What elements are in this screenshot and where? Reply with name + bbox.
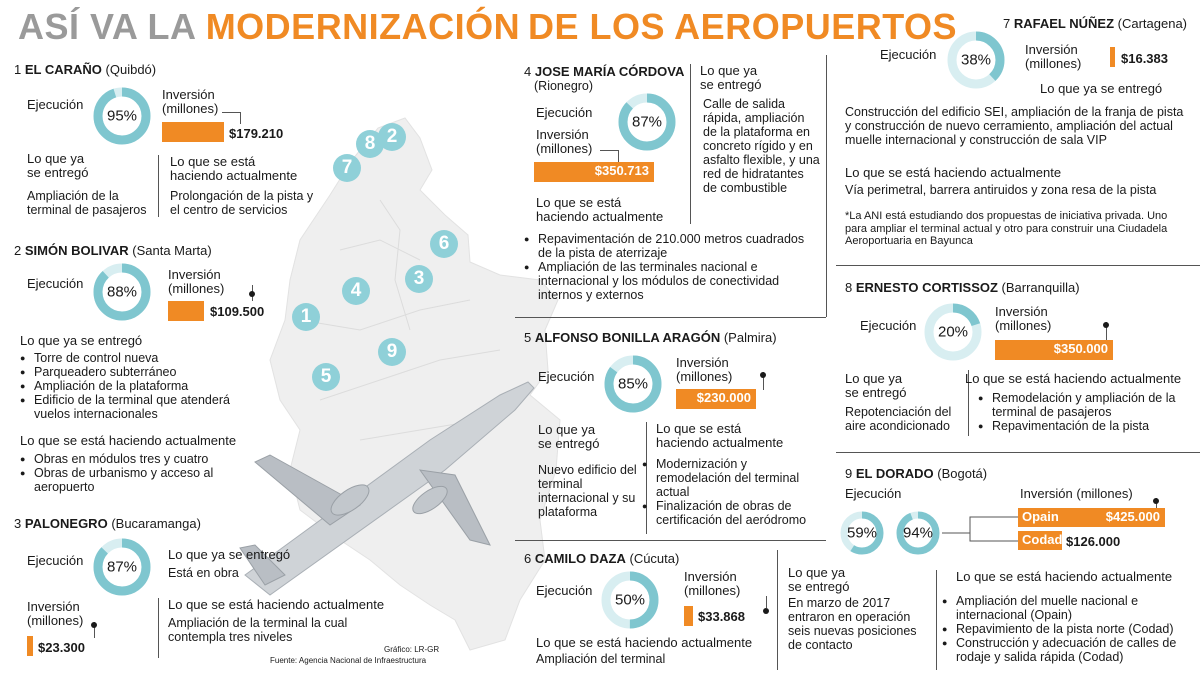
airport-4-header: 4 JOSE MARÍA CÓRDOVA xyxy=(524,64,685,79)
airport-5-header: 5 ALFONSO BONILLA ARAGÓN (Palmira) xyxy=(524,330,777,345)
airport-9-investment-label: Inversión (millones) xyxy=(1020,486,1133,501)
list-item: ● Ampliación de las terminales nacional e internacional y los módulos de conectividad internos y externos xyxy=(524,260,809,302)
page-title xyxy=(18,6,520,48)
airport-8-in-progress-list xyxy=(978,391,1193,433)
airport-2-execution-label: Ejecución xyxy=(27,276,84,291)
airport-5-donut xyxy=(603,354,663,414)
airport-9-in-progress-label: Lo que se está haciendo actualmente xyxy=(956,569,1173,584)
donut-percent-label: 20% xyxy=(937,323,969,341)
credit-grafico: Gráfico: LR-GR xyxy=(384,645,440,654)
map-marker-7: 7 xyxy=(333,154,361,182)
airport-2-investment-label: Inversión (millones) xyxy=(168,267,225,296)
map-marker-5: 5 xyxy=(312,363,340,391)
airport-1-investment-bar xyxy=(162,122,224,142)
airport-5-investment-label: Inversión (millones) xyxy=(676,355,733,384)
airport-6-delivered-label: Lo que ya se entregó xyxy=(788,565,850,594)
airport-6-delivered-text: En marzo de 2017 entraron en operación seis nuevas posiciones de contacto xyxy=(788,596,917,652)
airport-7-in-progress-text: Vía perimetral, barrera antiruidos y zona resa de la pista xyxy=(845,183,1157,197)
airport-2-delivered-label: Lo que ya se entregó xyxy=(20,333,143,348)
airport-2-investment-bar xyxy=(168,301,204,321)
airport-1-execution-label: Ejecución xyxy=(27,97,84,112)
list-item: ● Finalización de obras de certificación del aeródromo xyxy=(642,499,822,527)
list-item: ● Ampliación del muelle nacional e internacional (Opain) xyxy=(942,594,1197,622)
airport-7-delivered-label: Lo que ya se entregó xyxy=(1040,81,1163,96)
airport-6-investment-value: $33.868 xyxy=(698,609,745,624)
airport-7-donut xyxy=(946,30,1006,90)
airport-9-header: 9 EL DORADO (Bogotá) xyxy=(845,466,988,481)
donut-percent-label: 87% xyxy=(106,558,138,576)
airport-2-delivered-list xyxy=(20,351,260,421)
airport-6-header: 6 CAMILO DAZA (Cúcuta) xyxy=(524,551,680,566)
airport-1-investment-label: Inversión (millones) xyxy=(162,87,219,116)
airport-5-execution-label: Ejecución xyxy=(538,369,595,384)
airport-4-delivered-label: Lo que ya se entregó xyxy=(700,63,762,92)
airport-3-donut xyxy=(92,537,152,597)
airport-8-delivered-label: Lo que ya se entregó xyxy=(845,371,907,400)
airport-1-header: 1 EL CARAÑO (Quibdó) xyxy=(14,62,157,77)
list-item: ● Edificio de la terminal que atenderá vuelos internacionales xyxy=(20,393,260,421)
airport-4-in-progress-label: Lo que se está haciendo actualmente xyxy=(536,195,664,224)
opain-investment: $425.000 xyxy=(1105,509,1160,524)
airport-6-investment-label: Inversión (millones) xyxy=(684,569,741,598)
map-marker-3: 3 xyxy=(405,265,433,293)
list-item: ● Remodelación y ampliación de la terminal de pasajeros xyxy=(978,391,1193,419)
map-marker-1: 1 xyxy=(292,303,320,331)
airport-9-connector-lines xyxy=(940,500,1020,550)
list-item: ● Obras de urbanismo y acceso al aeropuerto xyxy=(20,466,240,494)
codad-name: Codad xyxy=(1022,532,1063,547)
airport-4-investment-bar: $350.713 xyxy=(534,162,654,182)
airport-6-in-progress-label: Lo que se está haciendo actualmente xyxy=(536,635,753,650)
list-item: ● Repavimentación de la pista xyxy=(978,419,1193,433)
airport-1-investment-value: $179.210 xyxy=(229,126,284,141)
codad-investment: $126.000 xyxy=(1066,534,1121,549)
airport-6-execution-label: Ejecución xyxy=(536,583,593,598)
airport-5-delivered-text: Nuevo edificio del terminal internacional y su plataforma xyxy=(538,463,637,519)
airport-2-investment-value: $109.500 xyxy=(210,304,265,319)
airport-9-in-progress-list xyxy=(942,594,1197,664)
title-part-2: MODERNIZACIÓN xyxy=(205,6,521,47)
list-item: ● Parqueadero subterráneo xyxy=(20,365,260,379)
airport-5-in-progress-list xyxy=(642,457,822,527)
airport-7-investment-label: Inversión (millones) xyxy=(1025,42,1082,71)
airport-2-header: 2 SIMÓN BOLIVAR (Santa Marta) xyxy=(14,243,212,258)
airport-9-donut-codad xyxy=(894,509,942,557)
donut-percent-label: 95% xyxy=(106,107,138,125)
donut-percent-label: 38% xyxy=(960,51,992,69)
title-part-1: ASÍ VA LA xyxy=(18,6,196,47)
list-item: ● Construcción y adecuación de calles de rodaje y salida rápida (Codad) xyxy=(942,636,1197,664)
airport-7-delivered-text: Construcción del edificio SEI, ampliación de la franja de pista y construcción de nuevo cerramiento, ampliación del actual muelle internacional y construcción de sala VIP xyxy=(845,105,1184,147)
airport-3-investment-value: $23.300 xyxy=(38,640,85,655)
airport-8-donut xyxy=(923,302,983,362)
airport-8-header: 8 ERNESTO CORTISSOZ (Barranquilla) xyxy=(845,280,1080,295)
airport-4-in-progress-list xyxy=(524,232,809,302)
airport-6-in-progress-text: Ampliación del terminal xyxy=(536,652,666,666)
airport-3-delivered-text: Está en obra xyxy=(168,566,239,580)
airport-7-note: *La ANI está estudiando dos propuestas de iniciativa privada. Uno para ampliar el terminal actual y otro para construir una Ciudadela Aeroportuaria en Bayunca xyxy=(845,210,1168,247)
airport-7-investment-value: $16.383 xyxy=(1121,51,1168,66)
airport-8-investment-bar: $350.000 xyxy=(995,340,1113,360)
airport-6-investment-bar xyxy=(684,606,693,626)
airport-4-donut xyxy=(617,92,677,152)
donut-percent-label: 88% xyxy=(106,283,138,301)
airport-3-delivered-label: Lo que ya se entregó xyxy=(168,547,291,562)
list-item: ● Modernización y remodelación del terminal actual xyxy=(642,457,822,499)
airport-5-delivered-label: Lo que ya se entregó xyxy=(538,422,600,451)
airport-4-execution-label: Ejecución xyxy=(536,105,593,120)
airport-4-city: (Rionegro) xyxy=(534,79,594,93)
airport-1-in-progress-label: Lo que se está haciendo actualmente xyxy=(170,154,298,183)
list-item: ● Repavimentación de 210.000 metros cuadrados de la pista de aterrizaje xyxy=(524,232,809,260)
donut-percent-label: 50% xyxy=(614,591,646,609)
airport-8-investment-label: Inversión (millones) xyxy=(995,304,1052,333)
airport-3-header: 3 PALONEGRO (Bucaramanga) xyxy=(14,516,201,531)
airport-2-in-progress-label: Lo que se está haciendo actualmente xyxy=(20,433,237,448)
list-item: ● Ampliación de la plataforma xyxy=(20,379,260,393)
airport-9-opain-bar xyxy=(1018,508,1165,527)
airport-2-in-progress-list xyxy=(20,452,240,494)
donut-percent-label: 85% xyxy=(617,375,649,393)
airport-7-in-progress-label: Lo que se está haciendo actualmente xyxy=(845,165,1062,180)
airport-9-codad-bar xyxy=(1018,531,1062,550)
map-marker-2: 2 xyxy=(378,123,406,151)
airport-2-donut xyxy=(92,262,152,322)
list-item: ● Obras en módulos tres y cuatro xyxy=(20,452,240,466)
map-marker-4: 4 xyxy=(342,277,370,305)
airport-3-in-progress-label: Lo que se está haciendo actualmente xyxy=(168,597,385,612)
title-part-3: DE LOS AEROPUERTOS xyxy=(528,6,958,47)
airport-9-donut-opain xyxy=(838,509,886,557)
list-item: ● Torre de control nueva xyxy=(20,351,260,365)
map-marker-6: 6 xyxy=(430,230,458,258)
airport-7-execution-label: Ejecución xyxy=(880,47,937,62)
airport-5-investment-bar: $230.000 xyxy=(676,389,756,409)
donut-percent-label: 94% xyxy=(902,524,934,542)
map-marker-8: 8 xyxy=(356,130,384,158)
airport-7-investment-bar xyxy=(1110,47,1115,67)
airport-5-in-progress-label: Lo que se está haciendo actualmente xyxy=(656,421,784,450)
donut-percent-label: 59% xyxy=(846,524,878,542)
airport-1-donut xyxy=(92,86,152,146)
airport-1-delivered-text: Ampliación de la terminal de pasajeros xyxy=(27,189,147,217)
donut-percent-label: 87% xyxy=(631,113,663,131)
airport-9-execution-label: Ejecución xyxy=(845,486,902,501)
airport-4-investment-label: Inversión (millones) xyxy=(536,127,593,156)
airport-6-donut xyxy=(600,570,660,630)
map-marker-9: 9 xyxy=(378,338,406,366)
airport-3-in-progress-text: Ampliación de la terminal la cual contempla tres niveles xyxy=(168,616,348,644)
airport-4-delivered-text: Calle de salida rápida, ampliación de la plataforma en concreto rígido y en asfalto flexible, y una red de hidratantes de combustible xyxy=(703,97,820,195)
airport-1-delivered-label: Lo que ya se entregó xyxy=(27,151,89,180)
opain-name: Opain xyxy=(1022,509,1059,524)
airport-3-investment-bar xyxy=(27,636,33,656)
airport-7-header: 7 RAFAEL NÚÑEZ (Cartagena) xyxy=(1003,16,1188,31)
airport-3-investment-label: Inversión (millones) xyxy=(27,599,84,628)
airport-8-delivered-text: Repotenciación del aire acondicionado xyxy=(845,405,952,433)
airport-1-in-progress-text: Prolongación de la pista y el centro de servicios xyxy=(170,189,314,217)
list-item: ● Repavimiento de la pista norte (Codad) xyxy=(942,622,1197,636)
airport-3-execution-label: Ejecución xyxy=(27,553,84,568)
airport-8-in-progress-label: Lo que se está haciendo actualmente xyxy=(965,371,1182,386)
airport-8-execution-label: Ejecución xyxy=(860,318,917,333)
credit-fuente: Fuente: Agencia Nacional de Infraestructura xyxy=(270,656,427,665)
